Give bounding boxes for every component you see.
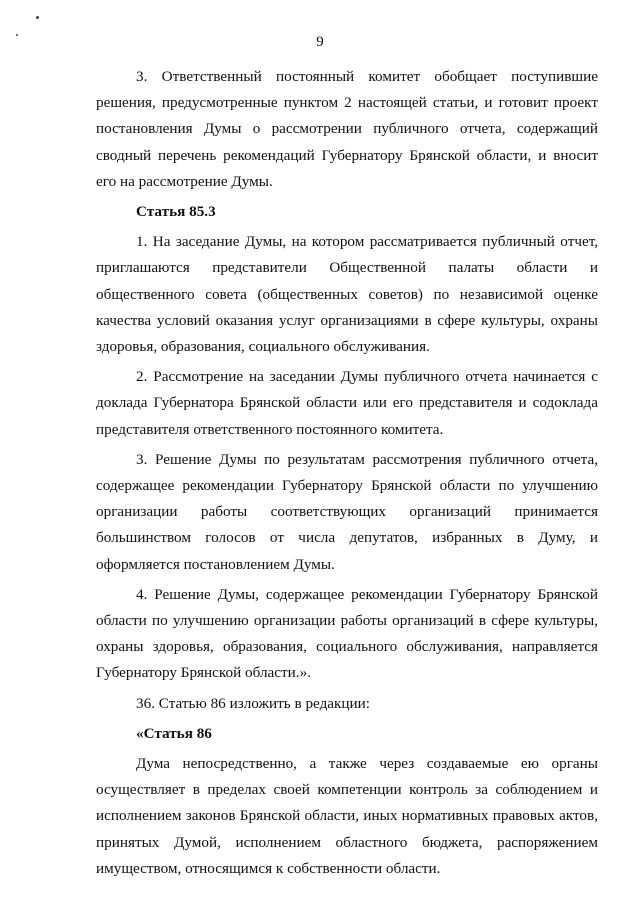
article-heading: «Статья 86 — [136, 724, 212, 742]
article-heading: Статья 85.3 — [136, 203, 216, 221]
paragraph: 36. Статью 86 изложить в редакции: — [136, 694, 371, 712]
document-body — [96, 64, 598, 882]
paragraph: 3. Ответственный постоянный комитет обобщает поступившие решения, предусмотренные пунктом 2 настоящей статьи, и готовит проект постановления Думы о рассмотрении публичного отчета, содержащий сводный перечень рекомендаций Губернатору Брянской области, и вносит его на рассмотрение Думы. — [96, 68, 598, 190]
paragraph: Дума непосредственно, а также через создаваемые ею органы осуществляет в пределах своей компетенции контроль за соблюдением и исполнением законов Брянской области, иных нормативных правовых актов, принятых Думой, исполнением областного бюджета, распоряжением имуществом, относящимся к собственности области. — [96, 755, 598, 877]
scan-speck — [36, 16, 39, 19]
page-number: 9 — [316, 34, 324, 50]
paragraph: 3. Решение Думы по результатам рассмотрения публичного отчета, содержащее рекомендации Губернатору Брянской области по улучшению организации работы соответствующих организаций принимается большинством голосов от числа депутатов, избранных в Думу, и оформляется постановлением Думы. — [96, 450, 598, 573]
paragraph: 4. Решение Думы, содержащее рекомендации Губернатору Брянской области по улучшению организации работы организаций в сфере культуры, охраны здоровья, образования, социального обслуживания, направляется Губернатору Брянской области.». — [96, 585, 598, 682]
paragraph: 2. Рассмотрение на заседании Думы публичного отчета начинается с доклада Губернатора Брянской области или его представителя и содоклада представителя ответственного постоянного комитета. — [96, 368, 598, 438]
paragraph: 1. На заседание Думы, на котором рассматривается публичный отчет, приглашаются представители Общественной палаты области и общественного совета (общественных советов) по независимой оценке качества условий оказания услуг организациями в сфере культуры, охраны здоровья, образования, социального обслуживания. — [96, 233, 598, 356]
